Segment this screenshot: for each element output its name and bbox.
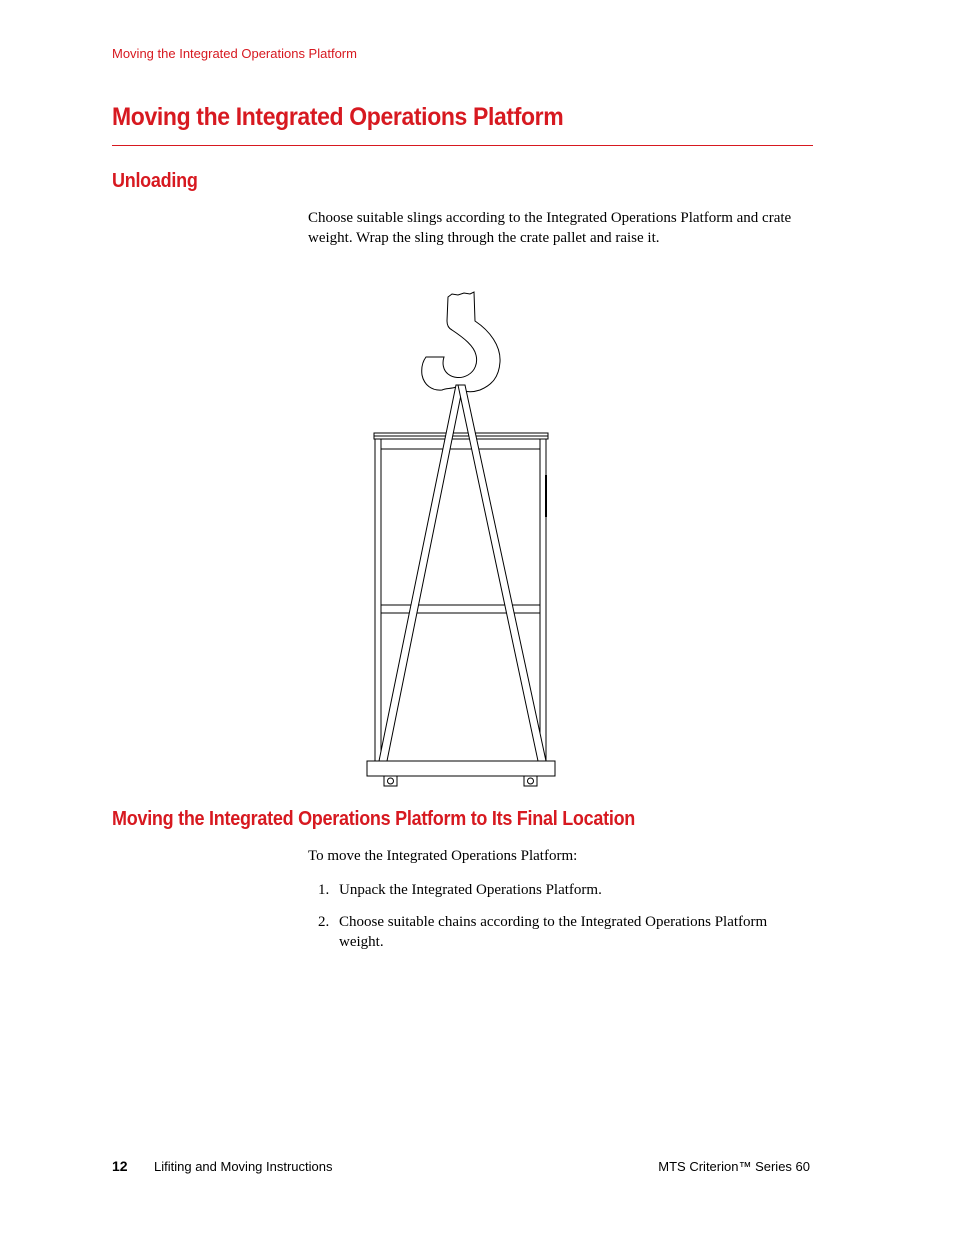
crate-left-post [375,439,381,761]
title-rule [112,145,813,146]
crane-hook-icon [422,292,500,392]
step-text: Choose suitable chains according to the Integrated Operations Platform weight. [339,914,768,950]
unloading-paragraph: Choose suitable slings according to the Integrated Operations Platform and crate weight. Wrap the sling through the crate pallet and raise it. [308,210,792,246]
final-location-heading: Moving the Integrated Operations Platform to Its Final Location [112,808,636,830]
step-number: 2. [318,914,330,930]
unloading-heading: Unloading [112,170,198,192]
sling-left [379,385,463,761]
step-number: 1. [318,882,330,898]
running-header: Moving the Integrated Operations Platform [112,46,357,61]
crate-pallet [367,761,555,776]
final-location-intro: To move the Integrated Operations Platform: [308,848,578,864]
list-item [318,881,798,901]
crane-lifting-crate-illustration [360,285,565,790]
footer-product: MTS Criterion™ Series 60 [658,1159,810,1174]
crate-mid-rail [381,605,540,613]
footer-chapter: Lifiting and Moving Instructions [154,1159,333,1174]
sling-right [458,385,546,761]
list-item [318,913,798,952]
step-text: Unpack the Integrated Operations Platform. [339,882,602,898]
page-number: 12 [112,1158,128,1174]
page-title: Moving the Integrated Operations Platform [112,103,564,131]
